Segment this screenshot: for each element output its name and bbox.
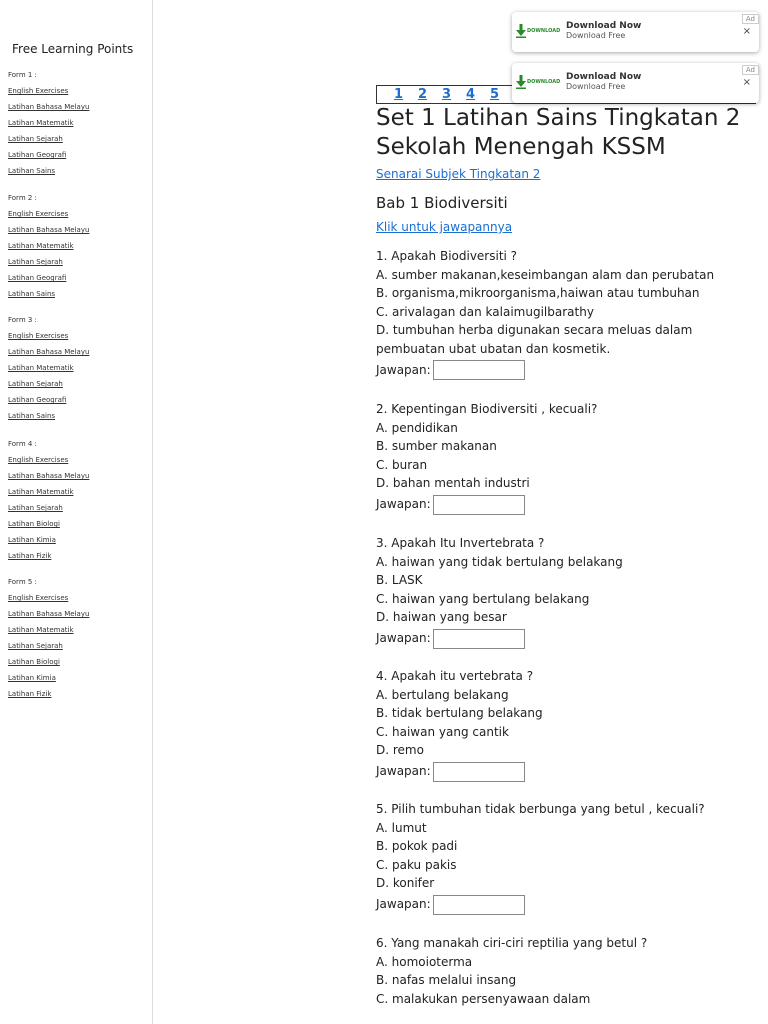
page-2-link[interactable]: 2: [418, 87, 428, 102]
form-4-label: Form 4 :: [8, 440, 37, 448]
answer-input-3[interactable]: [433, 629, 525, 649]
form-4-bahasa-melayu-link[interactable]: Latihan Bahasa Melayu: [8, 472, 90, 480]
answer-label: Jawapan:: [376, 764, 431, 779]
question-text: 1. Apakah Biodiversiti ?: [376, 249, 518, 263]
page-1-link[interactable]: 1: [394, 87, 404, 102]
question-text: 6. Yang manakah ciri-ciri reptilia yang betul ?: [376, 936, 648, 950]
form-4-kimia-link[interactable]: Latihan Kimia: [8, 536, 56, 544]
form-1-label: Form 1 :: [8, 71, 37, 79]
answer-input-1[interactable]: [433, 360, 525, 380]
download-arrow-icon: [516, 75, 526, 89]
site-title[interactable]: Free Learning Points: [12, 42, 134, 56]
answer-row: [376, 895, 756, 915]
option-b: B. sumber makanan: [376, 439, 497, 453]
download-logo-text: DOWNLOAD: [527, 28, 561, 34]
form-4-sejarah-link[interactable]: Latihan Sejarah: [8, 504, 63, 512]
close-icon[interactable]: ×: [742, 77, 751, 88]
form-4-biologi-link[interactable]: Latihan Biologi: [8, 520, 60, 528]
option-b: B. tidak bertulang belakang: [376, 706, 543, 720]
option-a: A. homoioterma: [376, 954, 473, 969]
page-4-link[interactable]: 4: [466, 87, 476, 102]
option-d: D. haiwan yang besar: [376, 610, 507, 624]
page-3-link[interactable]: 3: [442, 87, 452, 102]
answer-input-2[interactable]: [433, 495, 525, 515]
ad-badge[interactable]: Ad: [742, 14, 759, 24]
form-1-group: [8, 67, 89, 179]
answer-row: [376, 360, 756, 380]
option-d: D. remo: [376, 743, 424, 757]
form-3-bahasa-melayu-link[interactable]: Latihan Bahasa Melayu: [8, 348, 90, 356]
form-4-group: [8, 436, 89, 564]
question-text: 4. Apakah itu vertebrata ?: [376, 669, 534, 683]
option-c: C. arivalagan dan kalaimugilbarathy: [376, 304, 594, 319]
form-1-sains-link[interactable]: Latihan Sains: [8, 167, 56, 175]
form-2-geografi-link[interactable]: Latihan Geografi: [8, 274, 67, 282]
subject-list-link[interactable]: Senarai Subjek Tingkatan 2: [376, 167, 541, 181]
download-logo-text: DOWNLOAD: [527, 79, 561, 85]
form-1-sejarah-link[interactable]: Latihan Sejarah: [8, 135, 63, 143]
answer-row: [376, 495, 756, 515]
form-5-group: [8, 574, 89, 702]
option-c: C. buran: [376, 457, 428, 472]
answer-row: [376, 762, 756, 782]
answer-row: [376, 629, 756, 649]
form-5-english-link[interactable]: English Exercises: [8, 594, 69, 602]
form-5-biologi-link[interactable]: Latihan Biologi: [8, 658, 60, 666]
ad-subtitle: Download Free: [566, 31, 626, 40]
form-2-bahasa-melayu-link[interactable]: Latihan Bahasa Melayu: [8, 226, 90, 234]
option-b: B. organisma,mikroorganisma,haiwan atau tumbuhan: [376, 286, 700, 300]
option-c: C. haiwan yang bertulang belakang: [376, 591, 590, 606]
close-icon[interactable]: ×: [742, 26, 751, 37]
answer-label: Jawapan:: [376, 897, 431, 912]
option-c: C. malakukan persenyawaan dalam: [376, 991, 591, 1006]
form-3-group: [8, 312, 89, 424]
form-5-kimia-link[interactable]: Latihan Kimia: [8, 674, 56, 682]
download-logo: [516, 24, 561, 40]
form-1-english-link[interactable]: English Exercises: [8, 87, 69, 95]
option-d: D. konifer: [376, 876, 435, 890]
download-ad-1[interactable]: [512, 12, 759, 52]
question-3: [376, 534, 756, 649]
ad-title[interactable]: Download Now: [566, 72, 642, 82]
question-text: 3. Apakah Itu Invertebrata ?: [376, 536, 545, 550]
form-5-label: Form 5 :: [8, 578, 37, 586]
question-5: [376, 800, 756, 915]
question-4: [376, 667, 756, 782]
question-1: [376, 247, 756, 380]
answer-label: Jawapan:: [376, 362, 431, 377]
option-d: D. tumbuhan herba digunakan secara meluas dalam pembuatan ubat ubatan dan kosmetik.: [376, 323, 693, 356]
question-6: [376, 934, 756, 1008]
form-1-bahasa-melayu-link[interactable]: Latihan Bahasa Melayu: [8, 103, 90, 111]
form-3-geografi-link[interactable]: Latihan Geografi: [8, 396, 67, 404]
option-b: B. LASK: [376, 573, 423, 587]
option-b: B. pokok padi: [376, 839, 458, 853]
form-2-english-link[interactable]: English Exercises: [8, 210, 69, 218]
question-2: [376, 400, 756, 515]
option-a: A. haiwan yang tidak bertulang belakang: [376, 554, 623, 569]
option-a: A. sumber makanan,keseimbangan alam dan perubatan: [376, 267, 715, 282]
answer-input-4[interactable]: [433, 762, 525, 782]
form-3-english-link[interactable]: English Exercises: [8, 332, 69, 340]
download-ad-2[interactable]: [512, 63, 759, 103]
form-4-fizik-link[interactable]: Latihan Fizik: [8, 552, 52, 560]
form-2-group: [8, 190, 89, 302]
question-text: 5. Pilih tumbuhan tidak berbunga yang betul , kecuali?: [376, 802, 705, 816]
download-arrow-icon: [516, 24, 526, 38]
form-1-matematik-link[interactable]: Latihan Matematik: [8, 119, 74, 127]
form-3-sains-link[interactable]: Latihan Sains: [8, 412, 56, 420]
form-5-fizik-link[interactable]: Latihan Fizik: [8, 690, 52, 698]
option-c: C. paku pakis: [376, 857, 457, 872]
form-4-english-link[interactable]: English Exercises: [8, 456, 69, 464]
form-2-sejarah-link[interactable]: Latihan Sejarah: [8, 258, 63, 266]
answer-label: Jawapan:: [376, 497, 431, 512]
option-b: B. nafas melalui insang: [376, 973, 517, 987]
form-5-sejarah-link[interactable]: Latihan Sejarah: [8, 642, 63, 650]
form-2-sains-link[interactable]: Latihan Sains: [8, 290, 56, 298]
answer-input-5[interactable]: [433, 895, 525, 915]
form-5-bahasa-melayu-link[interactable]: Latihan Bahasa Melayu: [8, 610, 90, 618]
chapter-heading: Bab 1 Biodiversiti: [376, 194, 508, 212]
option-a: A. pendidikan: [376, 420, 458, 435]
form-5-matematik-link[interactable]: Latihan Matematik: [8, 626, 74, 634]
form-1-geografi-link[interactable]: Latihan Geografi: [8, 151, 67, 159]
option-d: D. bahan mentah industri: [376, 476, 530, 490]
ad-title[interactable]: Download Now: [566, 21, 642, 31]
form-3-sejarah-link[interactable]: Latihan Sejarah: [8, 380, 63, 388]
option-c: C. haiwan yang cantik: [376, 724, 509, 739]
option-a: A. lumut: [376, 820, 427, 835]
sidebar: [0, 0, 153, 1024]
page-title: Set 1 Latihan Sains Tingkatan 2 Sekolah Menengah KSSM: [376, 105, 741, 160]
option-a: A. bertulang belakang: [376, 687, 509, 702]
page-5-link[interactable]: 5: [490, 87, 500, 102]
form-2-matematik-link[interactable]: Latihan Matematik: [8, 242, 74, 250]
answer-label: Jawapan:: [376, 631, 431, 646]
form-3-label: Form 3 :: [8, 316, 37, 324]
ad-subtitle: Download Free: [566, 82, 626, 91]
form-3-matematik-link[interactable]: Latihan Matematik: [8, 364, 74, 372]
answers-link[interactable]: Klik untuk jawapannya: [376, 220, 513, 234]
ad-badge[interactable]: Ad: [742, 65, 759, 75]
question-text: 2. Kepentingan Biodiversiti , kecuali?: [376, 402, 598, 416]
form-4-matematik-link[interactable]: Latihan Matematik: [8, 488, 74, 496]
download-logo: [516, 75, 561, 91]
form-2-label: Form 2 :: [8, 194, 37, 202]
